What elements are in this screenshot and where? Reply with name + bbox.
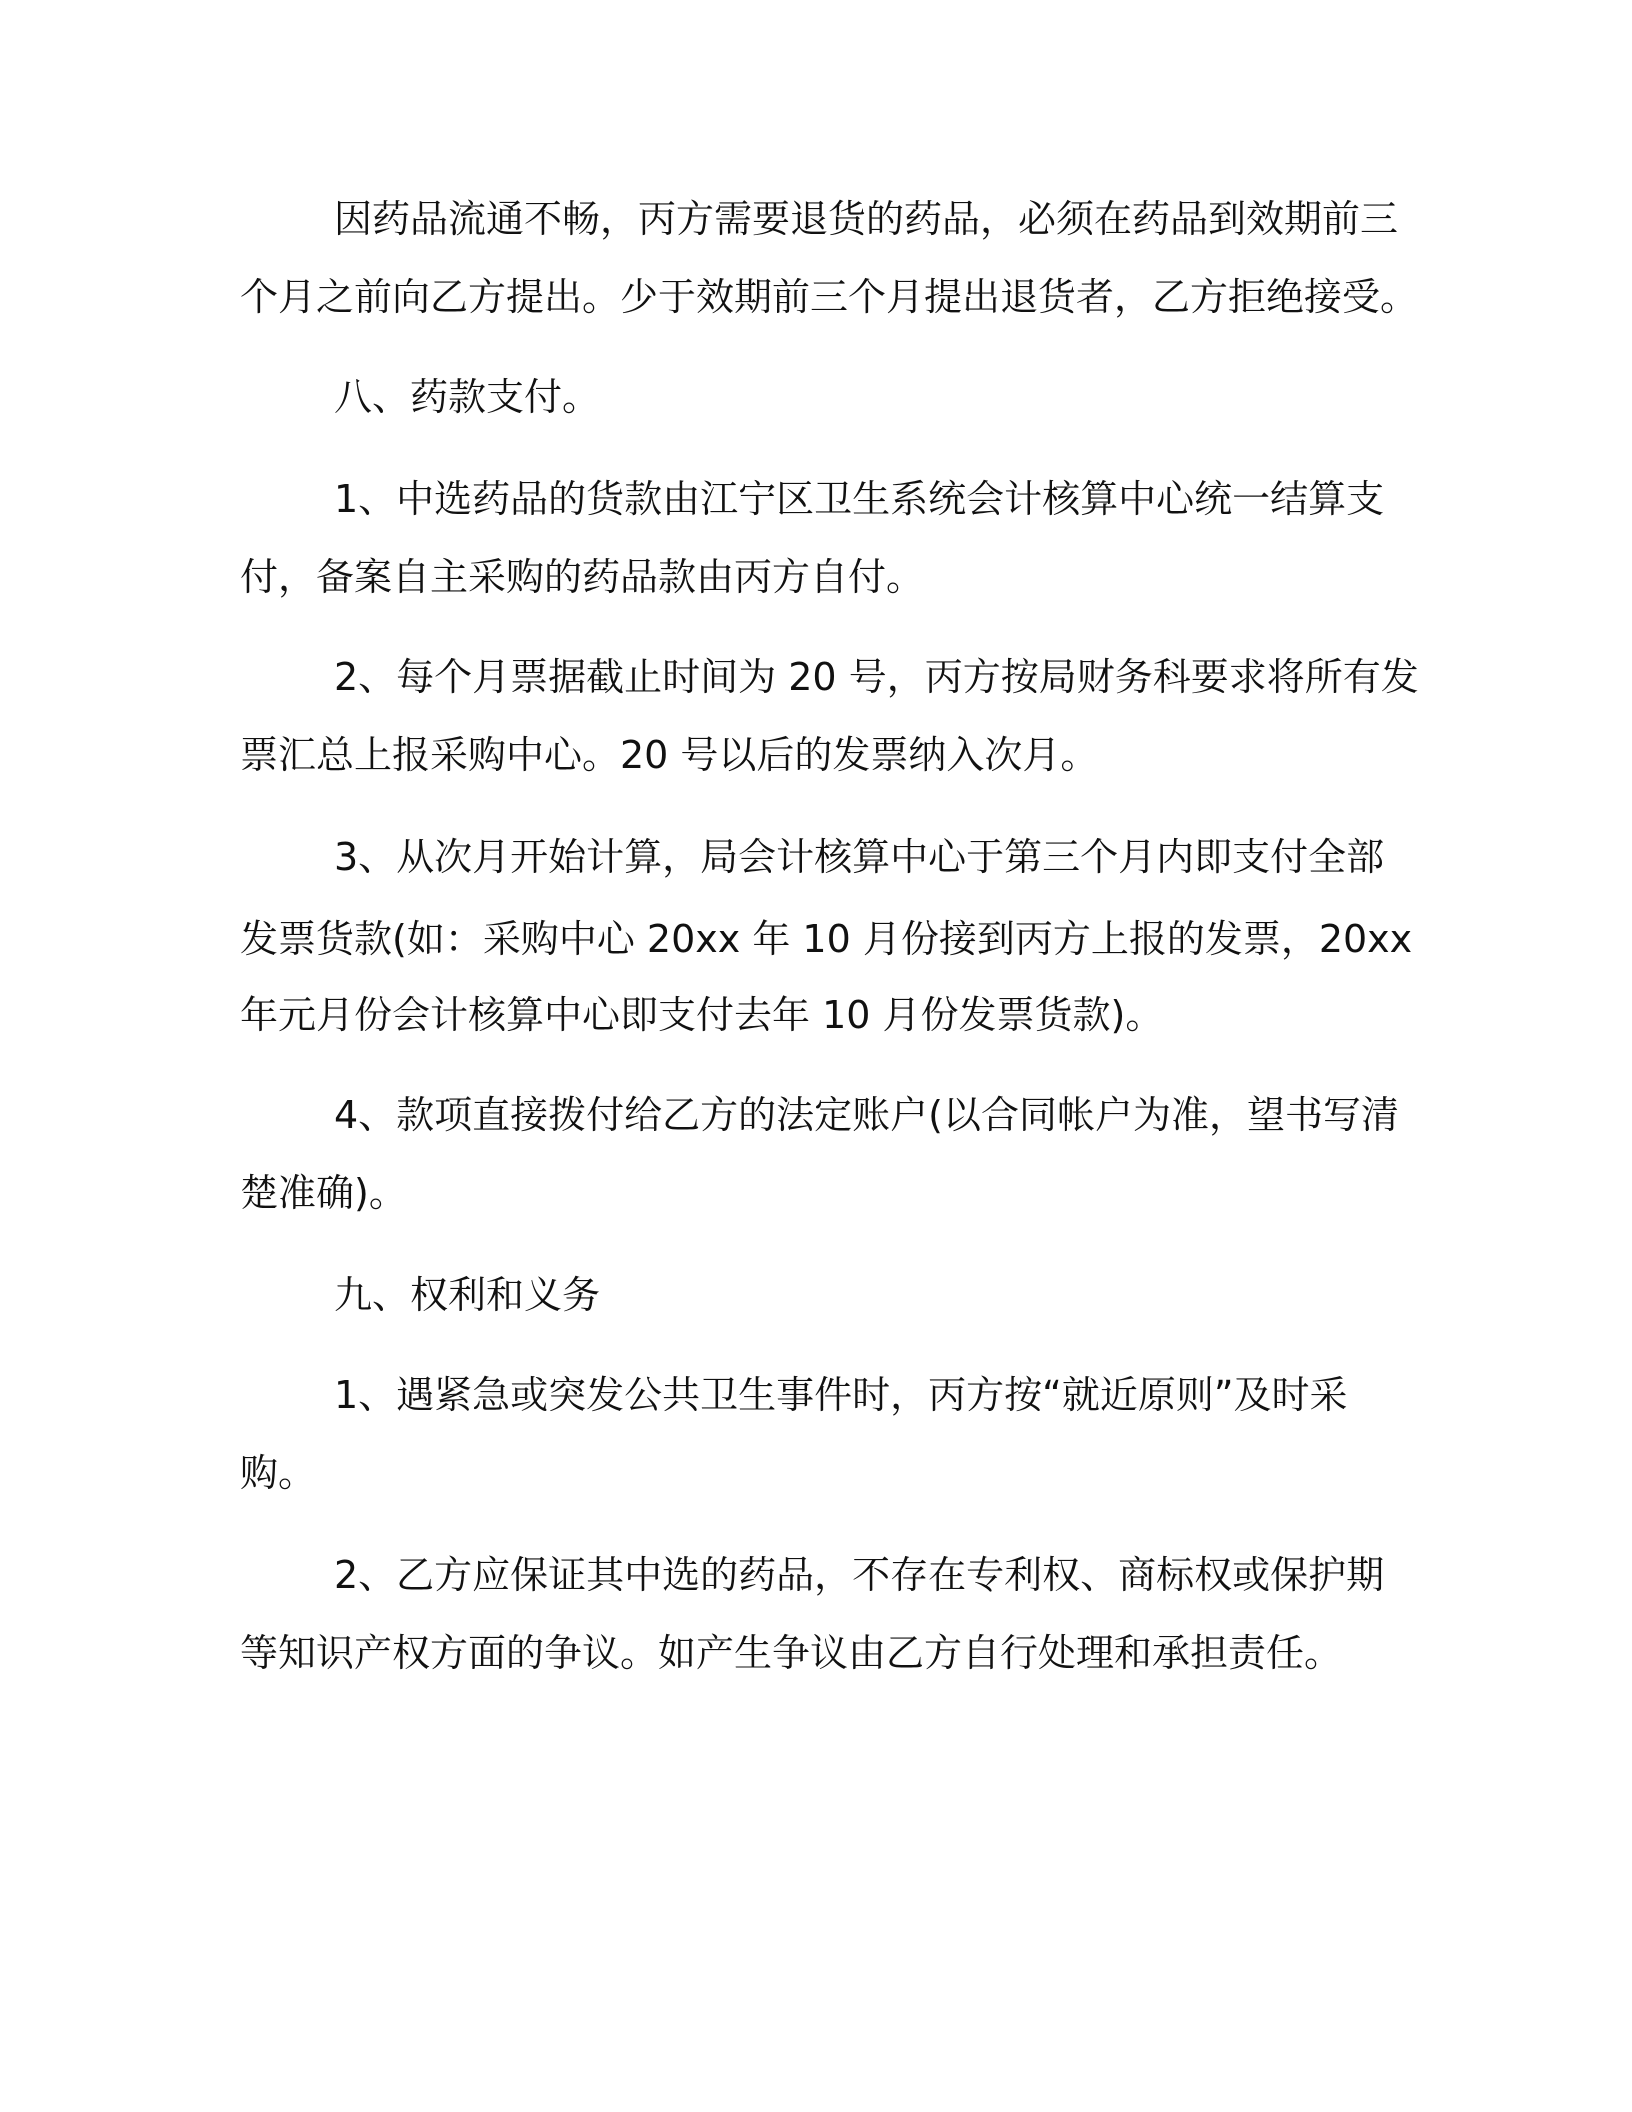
section-heading: 八、药款支付。: [334, 375, 601, 419]
text-line: 发票货款(如：采购中心 20xx 年 10 月份接到丙方上报的发票，20xx: [240, 917, 1413, 961]
text-line: 因药品流通不畅，丙方需要退货的药品，必须在药品到效期前三: [334, 197, 1399, 241]
text-line: 等知识产权方面的争议。如产生争议由乙方自行处理和承担责任。: [240, 1631, 1343, 1675]
text-line: 楚准确)。: [240, 1171, 407, 1215]
text-line: 1、中选药品的货款由江宁区卫生系统会计核算中心统一结算支: [334, 477, 1385, 521]
text-line: 4、款项直接拨付给乙方的法定账户(以合同帐户为准，望书写清: [334, 1093, 1400, 1137]
text-line: 1、遇紧急或突发公共卫生事件时，丙方按“就近原则”及时采: [334, 1373, 1348, 1417]
text-line: 年元月份会计核算中心即支付去年 10 月份发票货款)。: [240, 993, 1164, 1037]
section-heading: 九、权利和义务: [334, 1273, 601, 1317]
text-line: 购。: [240, 1451, 317, 1495]
text-line: 票汇总上报采购中心。20 号以后的发票纳入次月。: [240, 733, 1099, 777]
text-line: 2、每个月票据截止时间为 20 号，丙方按局财务科要求将所有发: [334, 655, 1419, 699]
text-line: 个月之前向乙方提出。少于效期前三个月提出退货者，乙方拒绝接受。: [240, 275, 1419, 319]
text-line: 付，备案自主采购的药品款由丙方自付。: [240, 555, 925, 599]
text-line: 2、乙方应保证其中选的药品，不存在专利权、商标权或保护期: [334, 1553, 1385, 1597]
text-line: 3、从次月开始计算，局会计核算中心于第三个月内即支付全部: [334, 835, 1385, 879]
